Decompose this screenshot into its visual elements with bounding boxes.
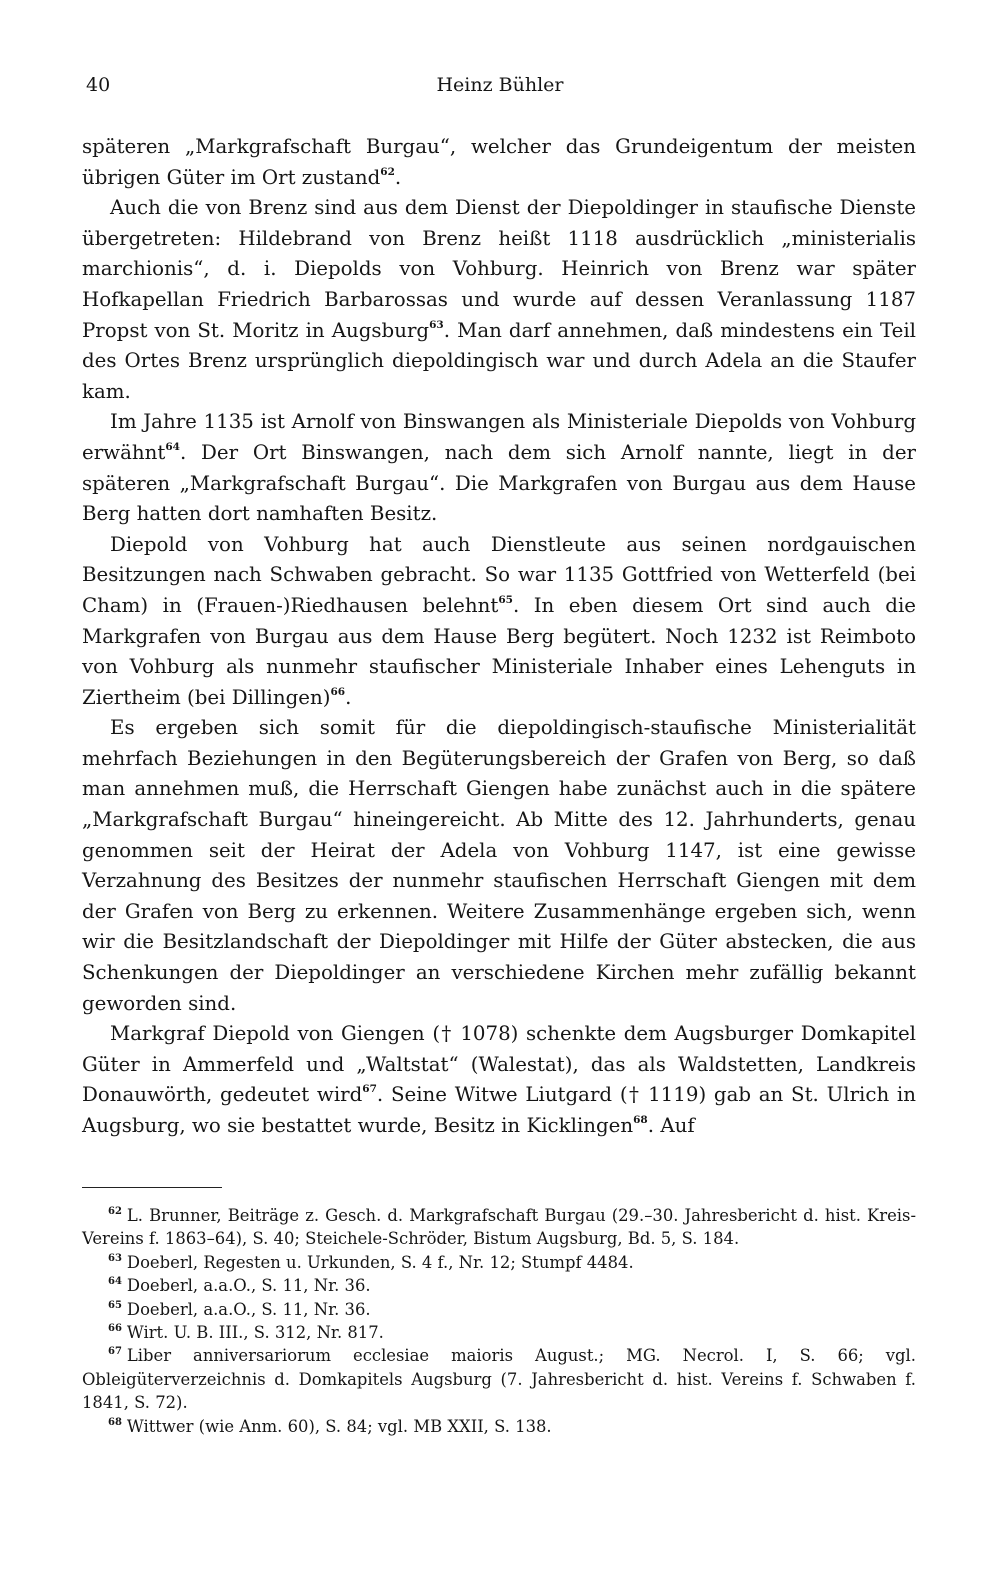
footnote-ref: 67 <box>362 1083 377 1096</box>
footnote-text: Wittwer (wie Anm. 60), S. 84; vgl. MB XXII, S. 138. <box>126 1416 552 1436</box>
paragraph <box>82 1019 916 1141</box>
paragraph-text: Markgraf Diepold von Giengen († 1078) schenkte dem Augsburger Domkapitel Güter in Ammerfeld und „Waltstat“ (Walestat), das als Waldstetten, Landkreis Donauwörth, gedeutet wird <box>82 1022 916 1107</box>
footnote-text: Doeberl, Regesten u. Urkunden, S. 4 f., Nr. 12; Stumpf 4484. <box>126 1252 634 1272</box>
footnote-text: Liber anniversariorum ecclesiae maioris August.; MG. Necrol. I, S. 66; vgl. Obleigüterverzeichnis d. Domkapitels Augsburg (7. Jahresbericht d. hist. Vereins f. Schwaben f. 1841, S. 72). <box>82 1346 916 1413</box>
footnote-ref: 68 <box>633 1114 648 1126</box>
footnote-ref: 63 <box>429 318 444 331</box>
running-head: Heinz Bühler <box>436 74 564 96</box>
footnote-divider <box>82 1187 222 1188</box>
footnotes <box>82 1204 916 1438</box>
paragraph <box>82 193 916 407</box>
footnote-ref: 65 <box>498 593 513 606</box>
footnote <box>82 1298 916 1321</box>
paragraph-text: Es ergeben sich somit für die diepoldingisch-staufische Ministerialität mehrfach Beziehungen in den Begüterungsbereich der Grafen von Berg, so daß man annehmen muß, die Herrschaft Giengen habe zunächst auch in die spätere „Markgrafschaft Burgau“ hineingereicht. Ab Mitte des 12. Jahrhunderts, genau genommen seit der Heirat der Adela von Vohburg 1147, ist eine gewisse Verzahnung des Besitzes der nunmehr staufischen Herrschaft Giengen mit dem der Grafen von Berg zu erkennen. Weitere Zusammenhänge ergeben sich, wenn wir die Besitzlandschaft der Diepoldinger mit Hilfe der Güter abstecken, die aus Schenkungen der Diepoldinger an verschiedene Kirchen mehr zufällig bekannt geworden sind. <box>82 716 916 1015</box>
paragraph-text: späteren „Markgrafschaft Burgau“, welcher das Grundeigentum der meisten übrigen Güter im Ort zustand <box>82 135 916 189</box>
paragraph-text: Im Jahre 1135 ist Arnolf von Binswangen als Ministeriale Diepolds von Vohburg erwähnt <box>82 410 916 464</box>
footnote <box>82 1321 916 1344</box>
main-text <box>82 132 916 1142</box>
footnote-ref: 66 <box>330 685 346 698</box>
paragraph-text: . <box>345 685 352 709</box>
paragraph <box>82 713 916 1019</box>
page-number: 40 <box>86 74 111 96</box>
paragraph <box>82 132 916 193</box>
paragraph-text: . In eben diesem Ort sind auch die Markgrafen von Burgau aus dem Hause Berg begütert. Noch 1232 ist Reimboto von Vohburg als nunmehr staufischer Ministeriale Inhaber eines Lehenguts in Ziertheim (bei Dillingen) <box>82 593 916 709</box>
footnote-ref: 64 <box>165 440 180 453</box>
footnote-number: 63 <box>108 1252 122 1264</box>
footnote-text: L. Brunner, Beiträge z. Gesch. d. Markgrafschaft Burgau (29.–30. Jahresbericht d. hist. Kreis-Vereins f. 1863–64), S. 40; Steichele-Schröder, Bistum Augsburg, Bd. 5, S. 184. <box>82 1206 916 1249</box>
paragraph-text: Diepold von Vohburg hat auch Dienstleute aus seinen nordgauischen Besitzungen nach Schwaben gebracht. So war 1135 Gottfried von Wetterfeld (bei Cham) in (Frauen-)Riedhausen belehnt <box>82 532 916 617</box>
paragraph <box>82 530 916 714</box>
footnote-number: 68 <box>108 1416 122 1428</box>
footnote-number: 67 <box>108 1346 122 1358</box>
footnote <box>82 1274 916 1297</box>
paragraph <box>82 407 916 529</box>
paragraph-text: . Auf <box>647 1114 695 1137</box>
footnote-number: 64 <box>108 1276 122 1288</box>
footnote <box>82 1204 916 1251</box>
footnote-number: 62 <box>108 1206 122 1217</box>
paragraph-text: . <box>394 165 402 189</box>
footnote-ref: 62 <box>380 165 395 178</box>
footnote-text: Doeberl, a.a.O., S. 11, Nr. 36. <box>126 1276 371 1296</box>
footnote <box>82 1251 916 1274</box>
paragraph-text: . Man darf annehmen, daß mindestens ein Teil des Ortes Brenz ursprünglich diepoldingisch war und durch Adela an die Staufer kam. <box>82 318 916 403</box>
footnote-number: 65 <box>108 1299 122 1311</box>
paragraph-text: . Der Ort Binswangen, nach dem sich Arnolf nannte, liegt in der späteren „Markgrafschaft Burgau“. Die Markgrafen von Burgau aus dem Hause Berg hatten dort namhaften Besitz. <box>82 440 916 526</box>
footnote-number: 66 <box>108 1323 122 1335</box>
paragraph-text: . Seine Witwe Liutgard († 1119) gab an St. Ulrich in Augsburg, wo sie bestattet wurde, Besitz in Kicklingen <box>82 1083 916 1137</box>
paragraph-text: Auch die von Brenz sind aus dem Dienst der Diepoldinger in staufische Dienste übergetreten: Hildebrand von Brenz heißt 1118 ausdrücklich „ministerialis marchionis“, d. i. Diepolds von Vohburg. Heinrich von Brenz war später Hofkapellan Friedrich Barbarossas und wurde auf dessen Veranlassung 1187 Propst von St. Moritz in Augsburg <box>82 196 916 342</box>
page-header <box>82 74 918 104</box>
footnote <box>82 1415 916 1438</box>
footnote-text: Doeberl, a.a.O., S. 11, Nr. 36. <box>126 1299 371 1319</box>
footnote <box>82 1344 916 1414</box>
footnote-text: Wirt. U. B. III., S. 312, Nr. 817. <box>126 1323 384 1343</box>
